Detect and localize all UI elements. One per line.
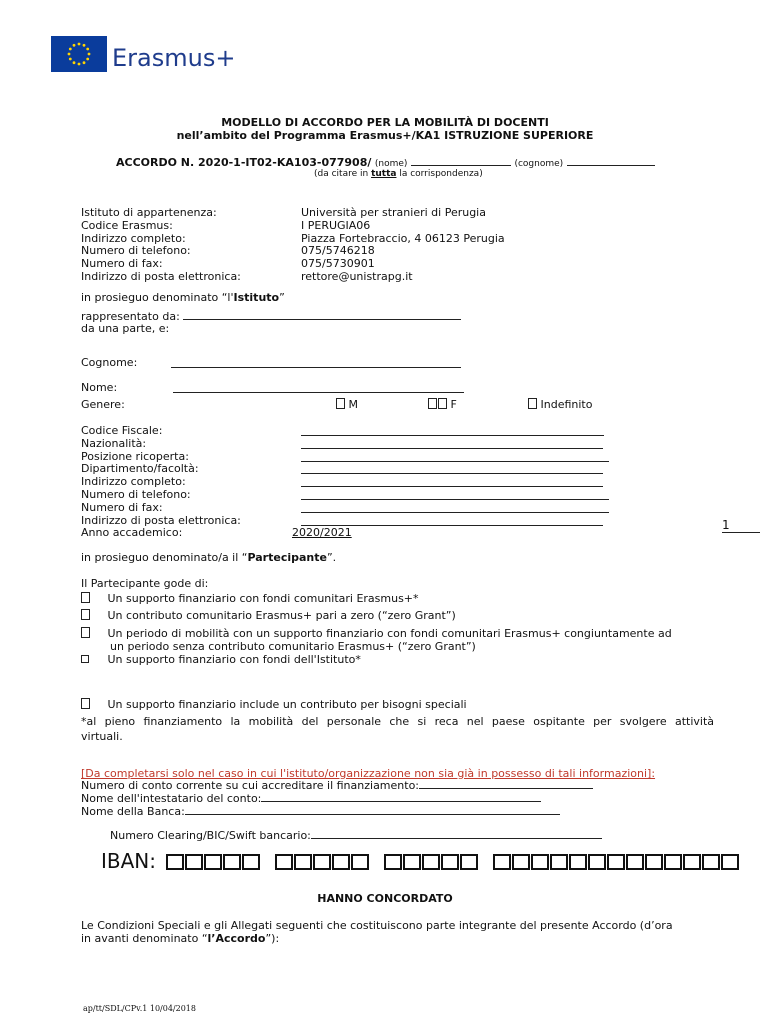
funding-intro: Il Partecipante gode di: [81, 577, 209, 590]
iban-digit-box[interactable] [645, 854, 663, 870]
funding-option-3-continued: un periodo senza contributo comunitario Erasmus+ (“zero Grant”) [110, 640, 476, 653]
participant-denomination-bold: Partecipante [247, 551, 327, 564]
participant-field-input[interactable] [301, 464, 603, 474]
participant-field-input[interactable] [301, 516, 603, 526]
special-needs-option[interactable]: Un supporto finanziario include un contributo per bisogni speciali [81, 698, 467, 711]
participant-field-input[interactable] [301, 503, 609, 513]
iban-group [384, 854, 479, 873]
iban-label: IBAN: [101, 849, 156, 873]
iban-digit-box[interactable] [223, 854, 241, 870]
footer-reference: ap/tt/SDL/CPv.1 10/04/2018 [83, 1004, 196, 1013]
funding-option-1[interactable]: Un supporto finanziario con fondi comunitari Erasmus+* [81, 592, 419, 605]
iban-digit-box[interactable] [683, 854, 701, 870]
iban-digit-box[interactable] [332, 854, 350, 870]
institution-label: Codice Erasmus: [81, 218, 173, 232]
bank-info-note: [Da completarsi solo nel caso in cui l'istituto/organizzazione non sia già in possesso di tali informazioni]: [81, 767, 656, 780]
bank-name-field[interactable] [185, 805, 560, 815]
iban-digit-box[interactable] [512, 854, 530, 870]
participant-field-label: Indirizzo completo: [81, 475, 186, 489]
agreement-number: ACCORDO N. 2020-1-IT02-KA103-077908/ [116, 156, 372, 169]
institution-value: Università per stranieri di Perugia [301, 206, 486, 219]
participant-denomination: in prosieguo denominato/a il “Partecipante”. [81, 551, 337, 564]
participant-field-label: Numero di fax: [81, 500, 163, 514]
funding-option-2-checkbox[interactable] [81, 609, 90, 620]
closing-line2: in avanti denominato “l’Accordo”): [81, 932, 280, 945]
iban-group [275, 854, 370, 873]
institution-label: Istituto di appartenenza: [81, 206, 217, 219]
represented-by: rappresentato da: [81, 310, 461, 323]
iban-digit-box[interactable] [493, 854, 511, 870]
institution-value: I PERUGIA06 [301, 218, 371, 232]
institution-denomination-bold: Istituto [233, 291, 280, 304]
academic-year-label: Anno accademico: [81, 526, 183, 539]
academic-year-value: 2020/2021 [292, 526, 352, 539]
iban-digit-box[interactable] [185, 854, 203, 870]
iban-digit-box[interactable] [531, 854, 549, 870]
funding-option-4-checkbox[interactable] [81, 655, 89, 663]
iban-digit-box[interactable] [403, 854, 421, 870]
document-title: MODELLO DI ACCORDO PER LA MOBILITÀ DI DOCENTI [221, 116, 549, 129]
iban-digit-box[interactable] [441, 854, 459, 870]
institution-value: 075/5730901 [301, 257, 375, 271]
iban-row [101, 849, 754, 873]
iban-digit-box[interactable] [588, 854, 606, 870]
gender-f-checkbox[interactable] [428, 398, 437, 409]
iban-digit-box[interactable] [313, 854, 331, 870]
institution-value: 075/5746218 [301, 244, 375, 258]
institution-label: Indirizzo completo: [81, 231, 186, 245]
participant-nome-field[interactable] [173, 383, 464, 393]
gender-label: Genere: [81, 398, 125, 411]
iban-digit-box[interactable] [422, 854, 440, 870]
funding-option-3[interactable]: Un periodo di mobilità con un supporto finanziario con fondi comunitari Erasmus+ congiuntamente ad [81, 627, 672, 640]
participant-field-input[interactable] [301, 426, 604, 436]
bank-account-field[interactable] [419, 779, 593, 789]
funding-option-4[interactable]: Un supporto finanziario con fondi dell'Istituto* [81, 653, 361, 666]
participant-field-label: Dipartimento/facoltà: [81, 462, 199, 476]
funding-footnote-line2: virtuali. [81, 730, 123, 743]
iban-digit-box[interactable] [204, 854, 222, 870]
one-party-text: da una parte, e: [81, 322, 170, 335]
document-subtitle: nell’ambito del Programma Erasmus+/KA1 ISTRUZIONE SUPERIORE [176, 129, 594, 142]
institution-value: Piazza Fortebraccio, 4 06123 Perugia [301, 231, 505, 245]
iban-digit-box[interactable] [550, 854, 568, 870]
participant-field-label: Indirizzo di posta elettronica: [81, 513, 241, 527]
gender-undefined-option[interactable]: Indefinito [528, 398, 592, 411]
swift-field[interactable] [311, 829, 602, 839]
iban-digit-box[interactable] [275, 854, 293, 870]
gender-m-option[interactable]: M [336, 398, 358, 411]
correspondence-note: (da citare in tutta la corrispondenza) [314, 169, 483, 179]
agreement-cognome-label: (cognome) [514, 159, 564, 169]
institution-label: Numero di telefono: [81, 244, 191, 258]
bank-name-row: Nome della Banca: [81, 805, 560, 818]
account-holder-field[interactable] [261, 792, 541, 802]
participant-cognome-field[interactable] [171, 358, 461, 368]
iban-digit-box[interactable] [294, 854, 312, 870]
funding-option-1-checkbox[interactable] [81, 592, 90, 603]
participant-field-label: Posizione ricoperta: [81, 449, 189, 463]
iban-digit-box[interactable] [166, 854, 184, 870]
funding-footnote-line1: *al pieno finanziamento la mobilità del personale che si reca nel paese ospitante per svolgere attività [81, 715, 714, 728]
participant-cognome-label: Cognome: [81, 356, 138, 369]
iban-digit-box[interactable] [626, 854, 644, 870]
participant-field-input[interactable] [301, 490, 609, 500]
institution-value: rettore@unistrapg.it [301, 270, 413, 283]
agreement-line [116, 156, 655, 169]
iban-field[interactable] [166, 860, 754, 873]
iban-digit-box[interactable] [702, 854, 720, 870]
correspondence-note-bold: tutta [371, 169, 397, 179]
eu-flag-icon [51, 36, 107, 72]
funding-option-3-checkbox[interactable] [81, 627, 90, 638]
iban-group [493, 854, 740, 873]
closing-line2-bold: l’Accordo [207, 932, 266, 945]
bank-account-row: Numero di conto corrente su cui accreditare il finanziamento: [81, 779, 593, 792]
agreement-nome-label: (nome) [374, 159, 408, 169]
iban-group [166, 854, 261, 873]
gender-undefined-checkbox[interactable] [528, 398, 537, 409]
iban-digit-box[interactable] [664, 854, 682, 870]
participant-field-label: Numero di telefono: [81, 488, 191, 501]
iban-digit-box[interactable] [384, 854, 402, 870]
iban-digit-box[interactable] [351, 854, 369, 870]
iban-digit-box[interactable] [721, 854, 739, 870]
gender-f-checkbox-extra [438, 398, 447, 409]
iban-digit-box[interactable] [569, 854, 587, 870]
page-number: 1 [722, 518, 760, 533]
account-holder-row: Nome dell'intestatario del conto: [81, 792, 541, 805]
gender-f-option[interactable]: F [428, 398, 457, 411]
participant-field-label: Codice Fiscale: [81, 424, 163, 437]
erasmus-logo-text: Erasmus+ [112, 44, 236, 72]
closing-line1: Le Condizioni Speciali e gli Allegati seguenti che costituiscono parte integrante del presente Accordo (d’ora [81, 919, 673, 932]
iban-digit-box[interactable] [460, 854, 478, 870]
agreed-heading: HANNO CONCORDATO [317, 892, 453, 905]
represented-by-field[interactable] [183, 310, 461, 320]
iban-digit-box[interactable] [242, 854, 260, 870]
special-needs-checkbox[interactable] [81, 698, 90, 709]
participant-nome-label: Nome: [81, 381, 118, 394]
participant-field-input[interactable] [301, 439, 603, 449]
participant-field-label: Nazionalità: [81, 436, 147, 450]
nome-field[interactable] [411, 156, 511, 166]
swift-row: Numero Clearing/BIC/Swift bancario: [110, 829, 602, 842]
participant-field-input[interactable] [301, 452, 609, 462]
participant-field-input[interactable] [301, 477, 603, 487]
gender-m-checkbox[interactable] [336, 398, 345, 409]
institution-label: Numero di fax: [81, 257, 163, 271]
iban-digit-box[interactable] [607, 854, 625, 870]
cognome-field[interactable] [567, 156, 655, 166]
funding-option-2[interactable]: Un contributo comunitario Erasmus+ pari a zero (“zero Grant”) [81, 609, 456, 622]
institution-label: Indirizzo di posta elettronica: [81, 270, 241, 283]
institution-denomination: in prosieguo denominato “l'Istituto” [81, 291, 285, 304]
